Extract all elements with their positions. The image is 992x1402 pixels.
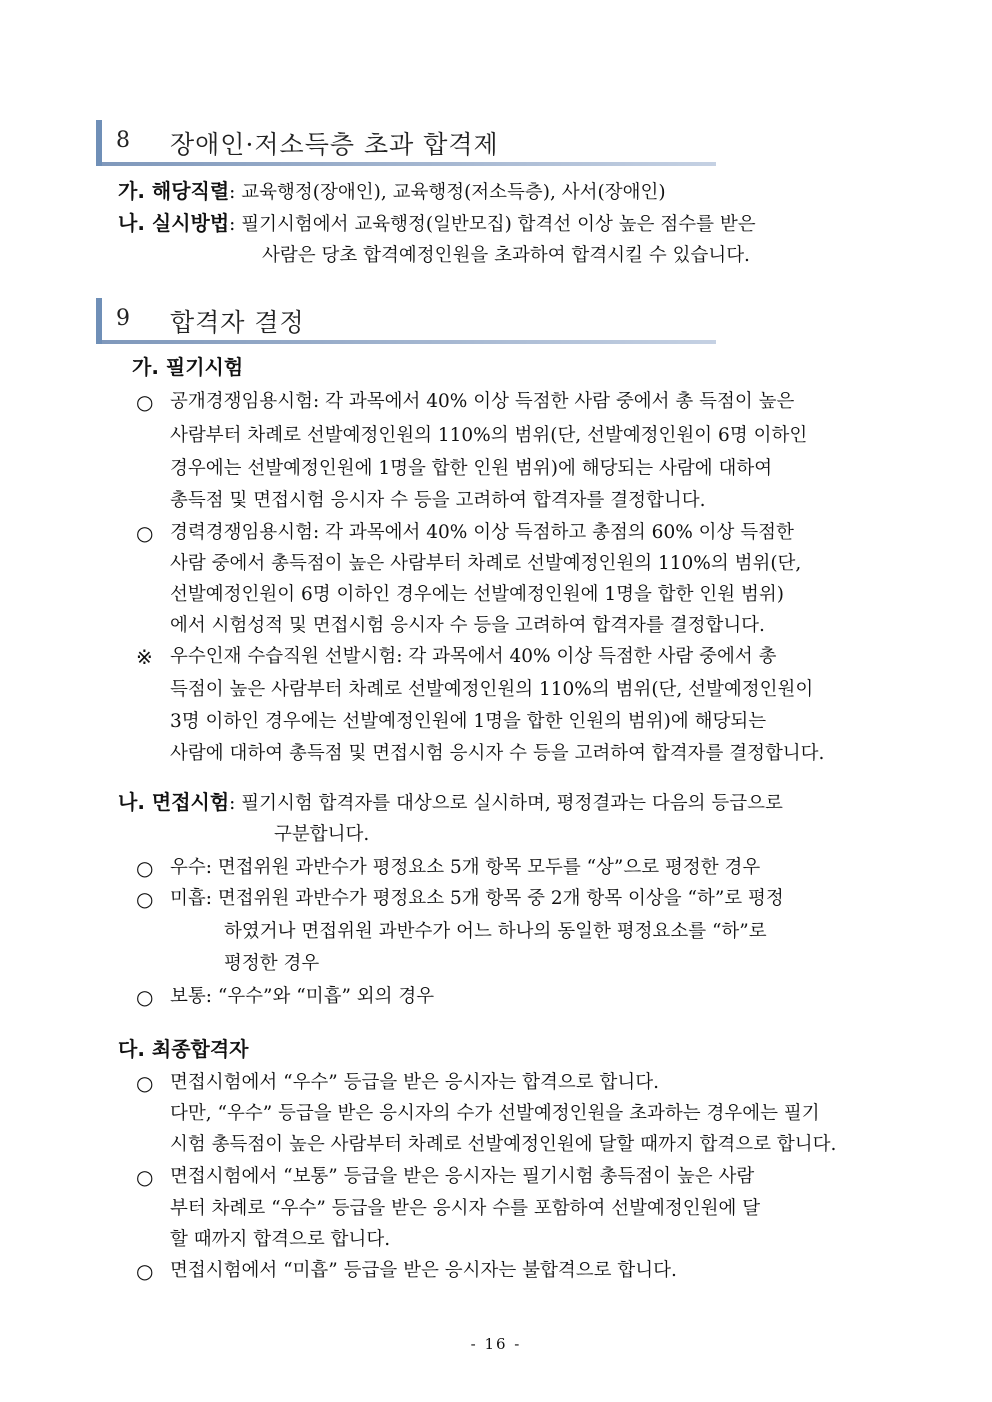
s8-item-a-label: 가. 해당직렬 [118, 179, 230, 203]
w3-line-1: 우수인재 수습직원 선발시험: 각 과목에서 40% 이상 득점한 사람 중에서 총 [170, 646, 777, 667]
grade-excellent: 우수: 면접위원 과반수가 평정요소 5개 항목 모두를 “상”으로 평정한 경우 [170, 857, 761, 878]
f2-line-3: 할 때까지 합격으로 합니다. [170, 1229, 391, 1250]
section-8-header [96, 120, 716, 166]
section-number: 8 [116, 128, 130, 153]
w3-line-2: 득점이 높은 사람부터 차례로 선발예정인원의 110%의 범위(단, 선발예정인원이 [170, 679, 814, 700]
s8-item-b-label: 나. 실시방법 [118, 211, 230, 235]
written-exam-title: 가. 필기시험 [132, 355, 244, 379]
s8-item-a-text: : 교육행정(장애인), 교육행정(저소득층), 사서(장애인) [229, 182, 666, 203]
section-title: 장애인·저소득층 초과 합격제 [170, 130, 499, 159]
page-number: - 16 - [470, 1335, 522, 1353]
s8-item-b [118, 210, 756, 238]
interview-exam-text-2: 구분합니다. [274, 824, 370, 845]
section-number: 9 [116, 306, 130, 331]
circle-bullet-icon: ○ [136, 985, 154, 1009]
circle-bullet-icon: ○ [136, 887, 154, 911]
final-pass-title: 다. 최종합격자 [118, 1037, 249, 1061]
circle-bullet-icon: ○ [136, 1259, 154, 1283]
header-accent-bar [96, 120, 102, 166]
w2-line-1: 경력경쟁임용시험: 각 과목에서 40% 이상 득점하고 총점의 60% 이상 득점한 [170, 522, 794, 543]
reference-mark-icon: ※ [136, 645, 153, 669]
w1-line-1: 공개경쟁임용시험: 각 과목에서 40% 이상 득점한 사람 중에서 총 득점이 높은 [170, 391, 795, 412]
interview-exam-label: 나. 면접시험 [118, 790, 230, 814]
f3-line-1: 면접시험에서 “미흡” 등급을 받은 응시자는 불합격으로 합니다. [170, 1260, 677, 1281]
w2-line-4: 에서 시험성적 및 면접시험 응시자 수 등을 고려하여 합격자를 결정합니다. [170, 615, 765, 636]
w2-line-2: 사람 중에서 총득점이 높은 사람부터 차례로 선발예정인원의 110%의 범위(단, [170, 553, 802, 574]
w2-line-3: 선발예정인원이 6명 이하인 경우에는 선발예정인원에 1명을 합한 인원 범위) [170, 584, 784, 605]
w1-line-4: 총득점 및 면접시험 응시자 수 등을 고려하여 합격자를 결정합니다. [170, 490, 706, 511]
s8-item-b-text-2: 사람은 당초 합격예정인원을 초과하여 합격시킬 수 있습니다. [262, 245, 750, 266]
interview-exam [118, 789, 783, 817]
header-accent-bar [96, 298, 102, 344]
circle-bullet-icon: ○ [136, 856, 154, 880]
grade-poor-line-3: 평정한 경우 [224, 953, 320, 974]
f1-line-3: 시험 총득점이 높은 사람부터 차례로 선발예정인원에 달할 때까지 합격으로 합니다. [170, 1134, 837, 1155]
section-title: 합격자 결정 [170, 308, 305, 337]
w1-line-3: 경우에는 선발예정인원에 1명을 합한 인원 범위)에 해당되는 사람에 대하여 [170, 458, 773, 479]
s8-item-a [118, 178, 666, 206]
f1-line-1: 면접시험에서 “우수” 등급을 받은 응시자는 합격으로 합니다. [170, 1072, 659, 1093]
header-underline [102, 340, 716, 344]
w3-line-3: 3명 이하인 경우에는 선발예정인원에 1명을 합한 인원의 범위)에 해당되는 [170, 711, 767, 732]
grade-normal: 보통: “우수”와 “미흡” 외의 경우 [170, 986, 435, 1007]
grade-poor-line-1: 미흡: 면접위원 과반수가 평정요소 5개 항목 중 2개 항목 이상을 “하”로 평정 [170, 888, 784, 909]
f2-line-1: 면접시험에서 “보통” 등급을 받은 응시자는 필기시험 총득점이 높은 사람 [170, 1166, 755, 1187]
w1-line-2: 사람부터 차례로 선발예정인원의 110%의 범위(단, 선발예정인원이 6명 이하인 [170, 425, 808, 446]
interview-exam-text-1: : 필기시험 합격자를 대상으로 실시하며, 평정결과는 다음의 등급으로 [229, 793, 783, 814]
section-9-header [96, 298, 716, 344]
f2-line-2: 부터 차례로 “우수” 등급을 받은 응시자 수를 포함하여 선발예정인원에 달 [170, 1198, 761, 1219]
w3-line-4: 사람에 대하여 총득점 및 면접시험 응시자 수 등을 고려하여 합격자를 결정합니다. [170, 743, 825, 764]
circle-bullet-icon: ○ [136, 1165, 154, 1189]
s8-item-b-text-1: : 필기시험에서 교육행정(일반모집) 합격선 이상 높은 점수를 받은 [229, 214, 756, 235]
f1-line-2: 다만, “우수” 등급을 받은 응시자의 수가 선발예정인원을 초과하는 경우에는 필기 [170, 1103, 820, 1124]
header-underline [102, 162, 716, 166]
circle-bullet-icon: ○ [136, 521, 154, 545]
grade-poor-line-2: 하였거나 면접위원 과반수가 어느 하나의 동일한 평정요소를 “하”로 [224, 921, 767, 942]
circle-bullet-icon: ○ [136, 390, 154, 414]
circle-bullet-icon: ○ [136, 1071, 154, 1095]
